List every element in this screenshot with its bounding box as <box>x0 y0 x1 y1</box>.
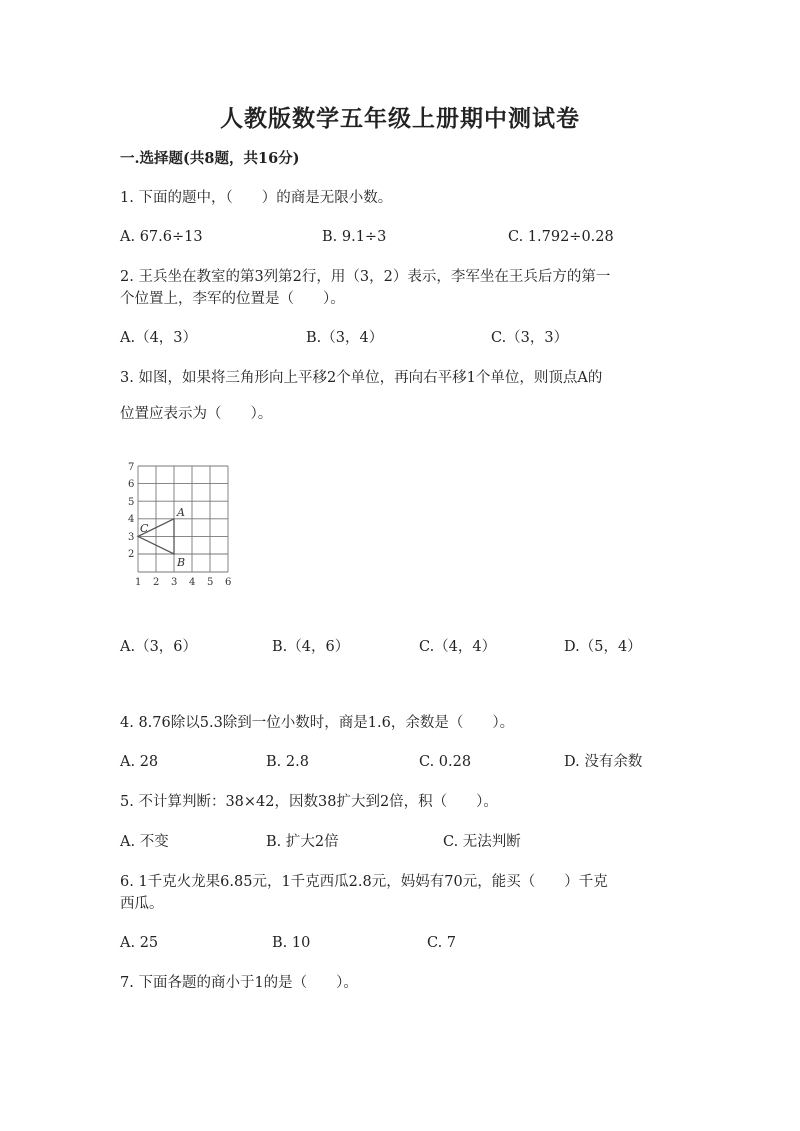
x-tick-label: 1 <box>135 577 142 588</box>
question-6-option-c: C. 7 <box>427 935 457 951</box>
x-tick-label: 5 <box>207 577 214 588</box>
question-2-option-c: C.（3，3） <box>491 330 569 346</box>
question-5-option-c: C. 无法判断 <box>443 834 521 850</box>
question-1-option-b: B. 9.1÷3 <box>322 229 387 245</box>
vertex-label-b: B <box>177 556 186 569</box>
question-6-option-a: A. 25 <box>120 935 159 951</box>
question-2-option-b: B.（3，4） <box>306 330 384 346</box>
page-title: 人教版数学五年级上册期中测试卷 <box>220 105 580 132</box>
x-tick-label: 3 <box>171 577 178 588</box>
y-tick-label: 2 <box>128 549 135 560</box>
y-tick-label: 6 <box>128 479 135 490</box>
question-2-option-a: A.（4，3） <box>120 330 198 346</box>
question-3-option-b: B.（4，6） <box>272 639 350 655</box>
question-2-stem-line-1: 2. 王兵坐在教室的第3列第2行，用（3，2）表示，李军坐在王兵后方的第一 <box>120 269 611 285</box>
question-5-option-a: A. 不变 <box>120 834 169 850</box>
y-tick-label: 3 <box>128 532 135 543</box>
vertex-label-c: C <box>140 522 149 535</box>
question-2-stem-line-2: 个位置上，李军的位置是（ ）。 <box>120 291 345 307</box>
question-4-option-b: B. 2.8 <box>266 754 309 770</box>
question-4-option-d: D. 没有余数 <box>564 754 643 770</box>
question-3-stem-line-1: 3. 如图，如果将三角形向上平移2个单位，再向右平移1个单位，则顶点A的 <box>120 370 603 386</box>
coordinate-grid-figure <box>120 456 240 592</box>
question-5-stem: 5. 不计算判断：38×42，因数38扩大到2倍，积（ ）。 <box>120 794 498 810</box>
section-heading: 一.选择题(共8题，共16分) <box>120 150 300 167</box>
x-tick-label: 2 <box>153 577 160 588</box>
y-tick-label: 7 <box>128 462 135 473</box>
y-tick-label: 5 <box>128 497 135 508</box>
question-3-stem-line-2: 位置应表示为（ ）。 <box>120 406 273 422</box>
question-1-option-a: A. 67.6÷13 <box>120 229 203 245</box>
question-1-option-c: C. 1.792÷0.28 <box>508 229 614 245</box>
vertex-label-a: A <box>177 506 185 519</box>
question-1-stem: 1. 下面的题中，（ ）的商是无限小数。 <box>120 190 393 206</box>
question-6-option-b: B. 10 <box>272 935 311 951</box>
question-7-stem: 7. 下面各题的商小于1的是（ ）。 <box>120 975 358 991</box>
x-tick-label: 6 <box>225 577 232 588</box>
question-4-option-c: C. 0.28 <box>419 754 472 770</box>
question-3-option-c: C.（4，4） <box>419 639 497 655</box>
question-6-stem-line-1: 6. 1千克火龙果6.85元，1千克西瓜2.8元，妈妈有70元，能买（ ）千克 <box>120 874 608 890</box>
question-5-option-b: B. 扩大2倍 <box>266 834 339 850</box>
question-4-stem: 4. 8.76除以5.3除到一位小数时，商是1.6，余数是（ ）。 <box>120 715 515 731</box>
y-tick-label: 4 <box>128 514 135 525</box>
question-6-stem-line-2: 西瓜。 <box>120 896 164 912</box>
question-4-option-a: A. 28 <box>120 754 159 770</box>
x-tick-label: 4 <box>189 577 196 588</box>
question-3-option-a: A.（3，6） <box>120 639 198 655</box>
question-3-option-d: D.（5，4） <box>564 639 642 655</box>
